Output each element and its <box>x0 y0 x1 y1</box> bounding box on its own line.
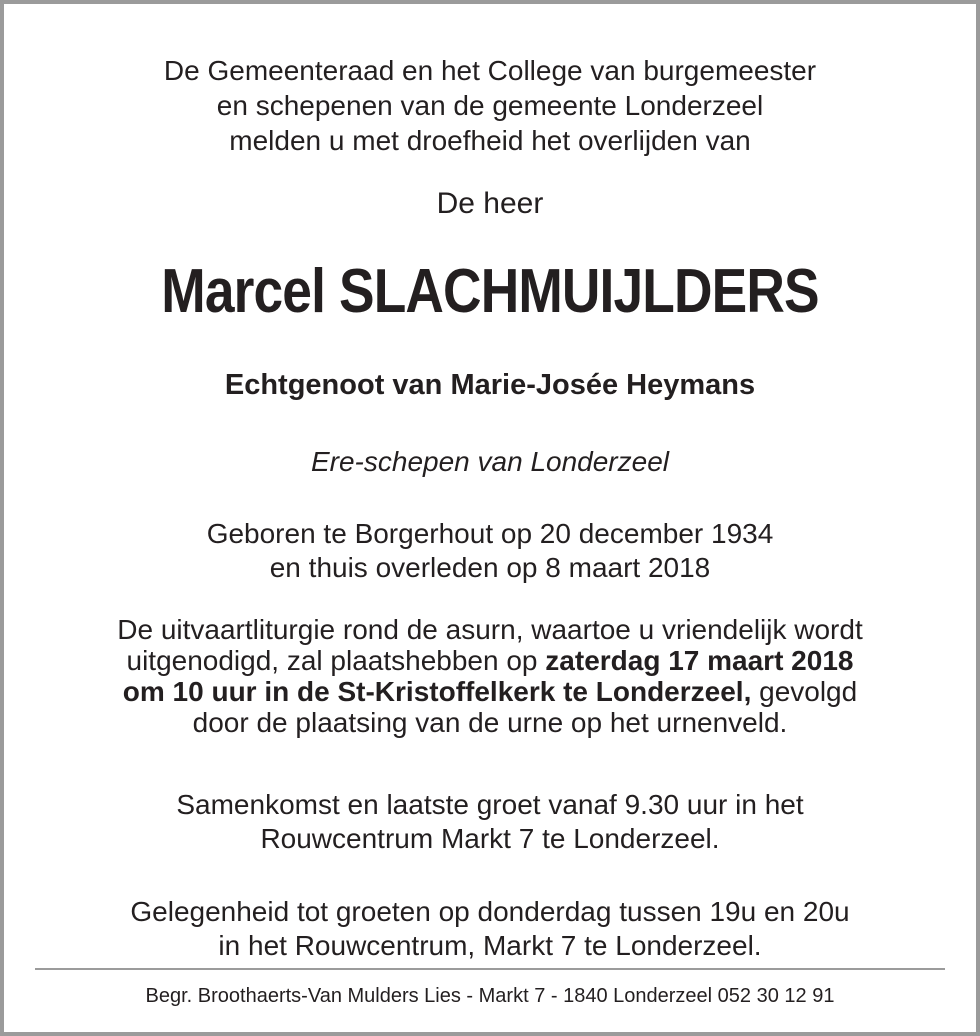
funeral-date: zaterdag 17 maart 2018 <box>545 645 854 676</box>
title-prefix: De heer <box>436 187 544 220</box>
funeral-line-3-text: gevolgd <box>751 676 858 707</box>
visitation-line-2: in het Rouwcentrum, Markt 7 te Londerzeel. <box>218 930 762 961</box>
death-line: en thuis overleden op 8 maart 2018 <box>269 552 711 583</box>
footer-divider <box>35 968 945 970</box>
funeral-line-2-text: uitgenodigd, zal plaatshebben op <box>126 645 546 676</box>
visitation-line-1: Gelegenheid tot groeten op donderdag tussen 19u en 20u <box>130 896 850 927</box>
funeral-line-1: De uitvaartliturgie rond de asurn, waartoe u vriendelijk wordt <box>117 614 863 645</box>
funeral-text <box>0 614 980 738</box>
intro-line-1: De Gemeenteraad en het College van burgemeester <box>163 55 817 86</box>
funeral-line-3 <box>0 676 980 707</box>
funeral-line-4: door de plaatsing van de urne op het urnenveld. <box>192 707 788 738</box>
gathering-line-1: Samenkomst en laatste groet vanaf 9.30 uur in het <box>176 789 804 820</box>
visitation-text <box>0 895 980 963</box>
intro-text <box>0 53 980 158</box>
birth-death-text <box>0 517 980 585</box>
spouse-line: Echtgenoot van Marie-Josée Heymans <box>224 369 756 401</box>
birth-line: Geboren te Borgerhout op 20 december 1934 <box>206 518 774 549</box>
funeral-director-footer: Begr. Broothaerts-Van Mulders Lies - Markt 7 - 1840 Londerzeel 052 30 12 91 <box>145 985 835 1007</box>
deceased-name: Marcel SLACHMUIJLDERS <box>161 257 819 326</box>
funeral-line-2 <box>0 645 980 676</box>
gathering-text <box>0 788 980 856</box>
intro-line-2: en schepenen van de gemeente Londerzeel <box>216 90 764 121</box>
intro-line-3: melden u met droefheid het overlijden van <box>229 125 751 156</box>
role-line: Ere-schepen van Londerzeel <box>310 446 669 477</box>
funeral-location: om 10 uur in de St-Kristoffelkerk te Londerzeel, <box>122 676 752 707</box>
gathering-line-2: Rouwcentrum Markt 7 te Londerzeel. <box>260 823 720 854</box>
